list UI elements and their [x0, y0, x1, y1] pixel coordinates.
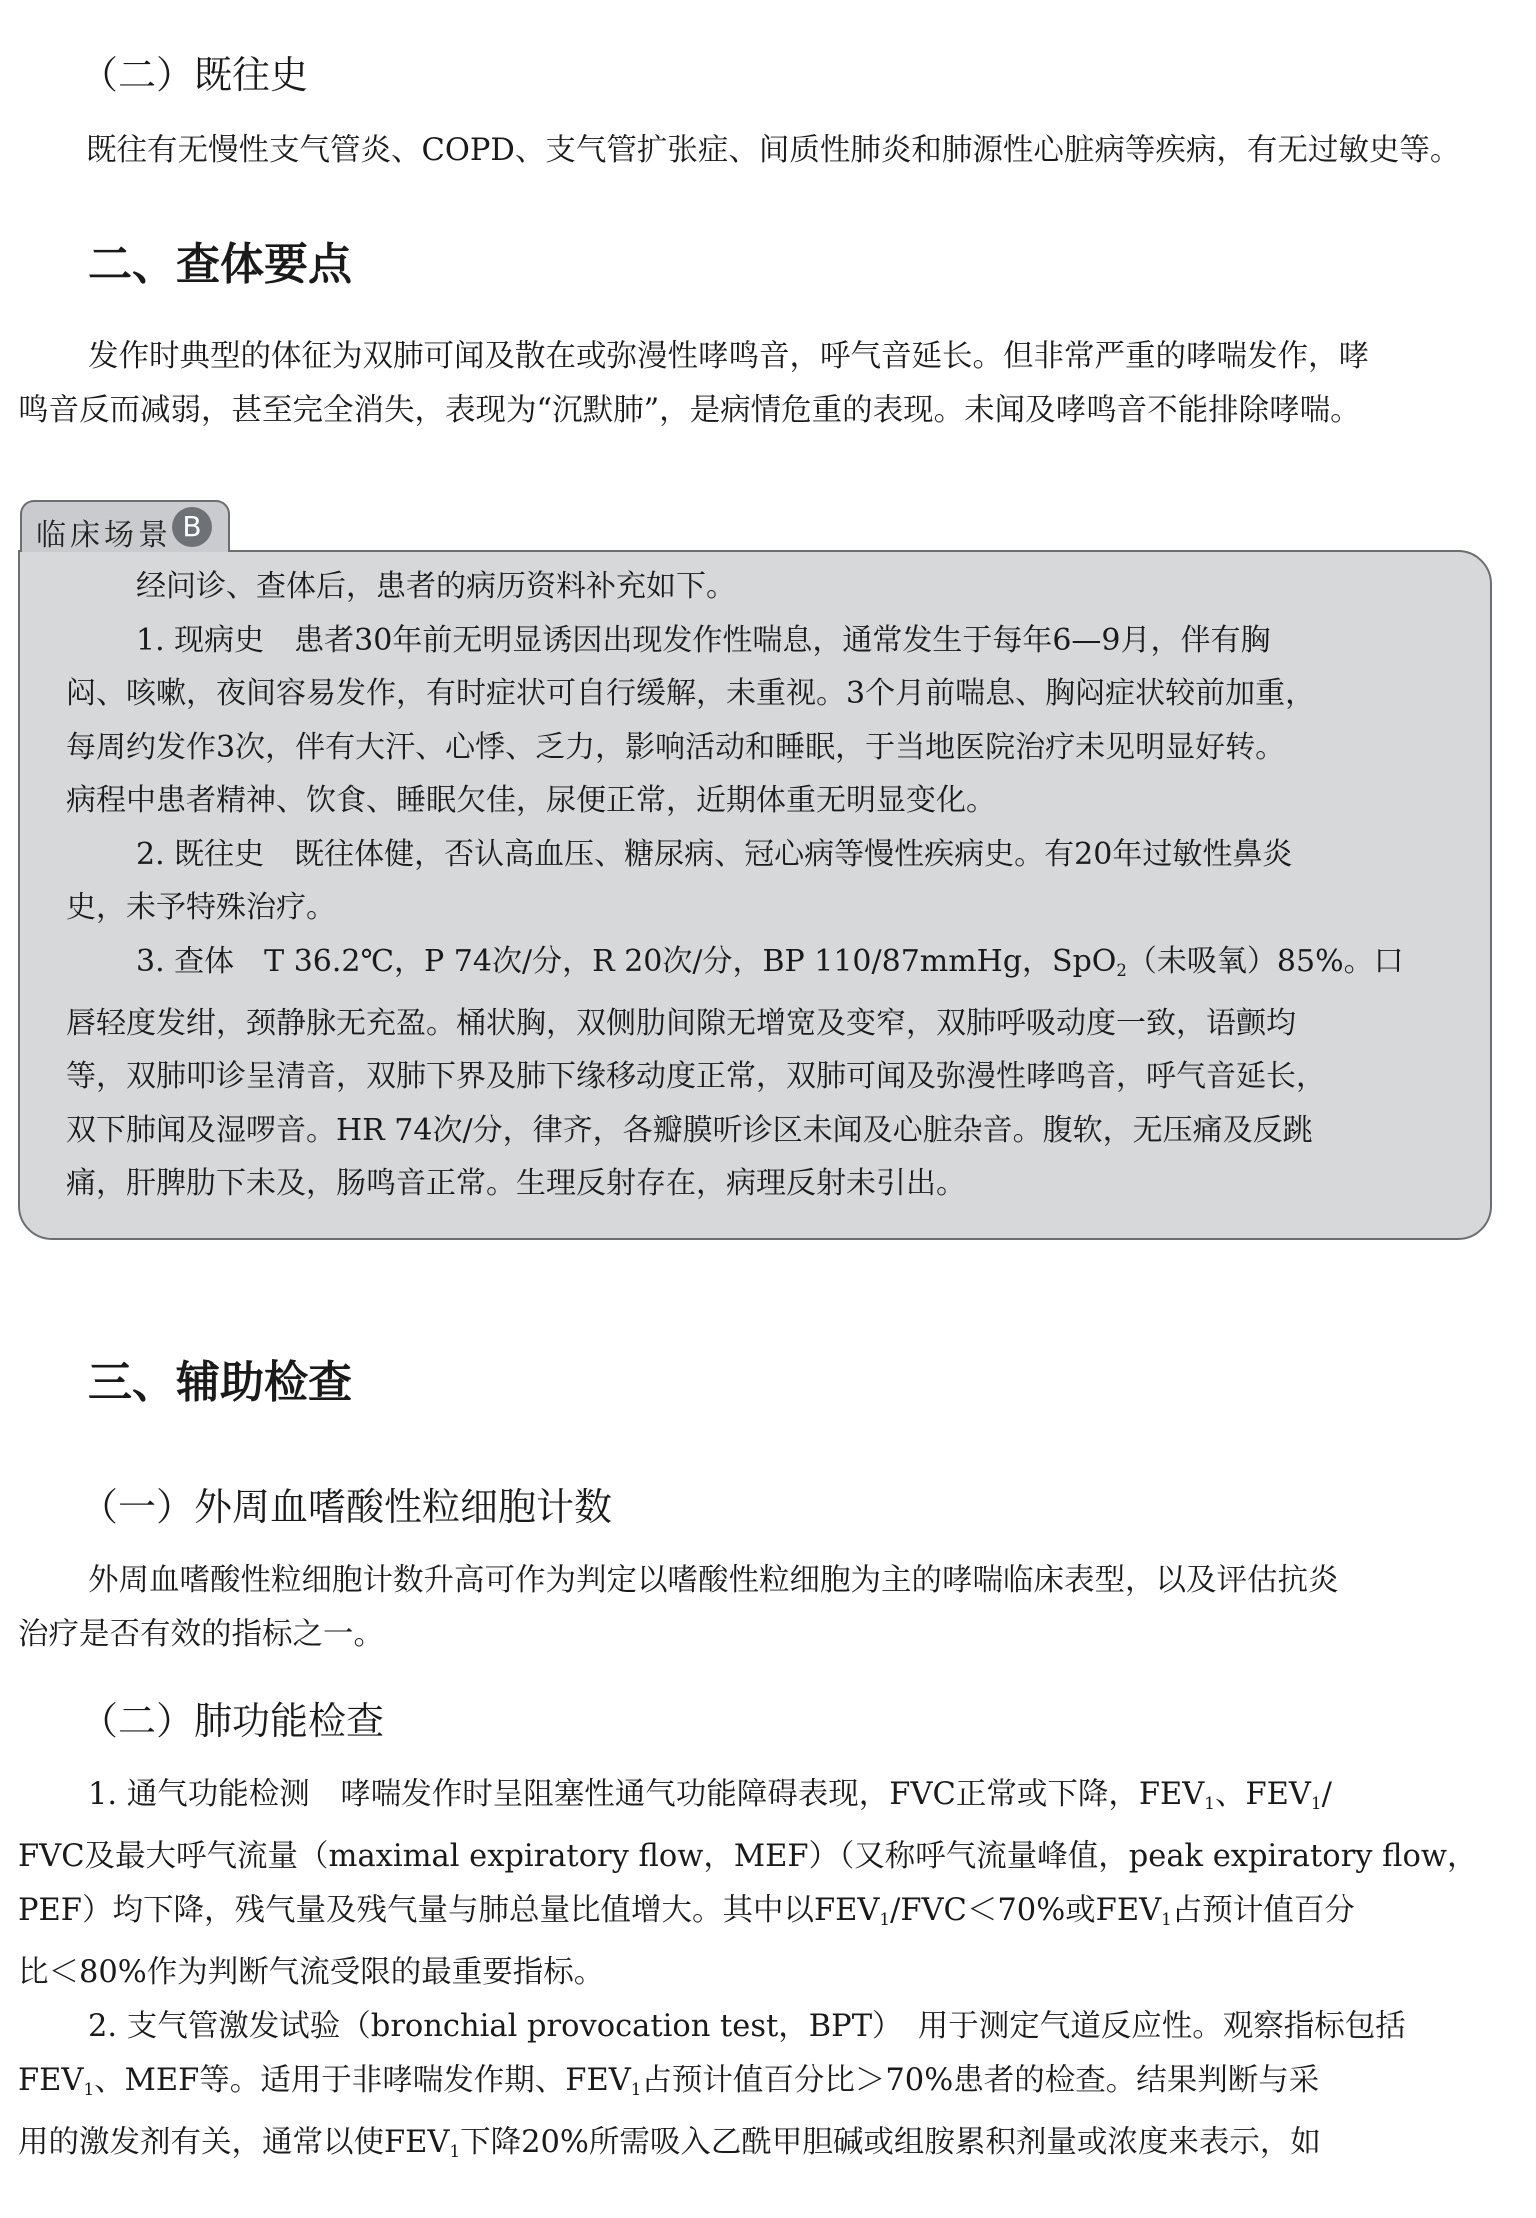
exam-section-heading: 二、查体要点 — [88, 239, 352, 290]
past-history-heading: （二）既往史 — [80, 53, 309, 97]
scenario-line: 痛，肝脾肋下未及，肠鸣音正常。生理反射存在，病理反射未引出。 — [66, 1166, 966, 1202]
text-run: 1. 通气功能检测 哮喘发作时呈阻塞性通气功能障碍表现，FVC正常或下降，FEV — [88, 1777, 1205, 1812]
eosinophil-paragraph — [18, 1554, 1494, 1662]
paragraph-line — [18, 2116, 1494, 2178]
scenario-line: 等，双肺叩诊呈清音，双肺下界及肺下缘移动度正常，双肺可闻及弥漫性哮鸣音，呼气音延长， — [66, 1059, 1326, 1095]
scenario-badge: B — [172, 507, 212, 547]
lung-function-heading: （二）肺功能检查 — [80, 1699, 385, 1743]
clinical-scenario-text — [66, 560, 1466, 1211]
subscript: 1 — [630, 2079, 642, 2100]
text-run: 、MEF等。适用于非哮喘发作期、FEV — [94, 2063, 631, 2099]
paragraph-line — [18, 1768, 1494, 1830]
scenario-exam-text: 3. 查体 T 36.2℃，P 74次/分，R 20次/分，BP 110/87mmHg，SpO — [136, 943, 1117, 979]
scenario-line: 唇轻度发绀，颈静脉无充盈。桶状胸，双侧肋间隙无增宽及变窄，双肺呼吸动度一致，语颤均 — [66, 1005, 1296, 1041]
clinical-scenario-label: 临床场景 — [36, 518, 172, 553]
text-run: PEF）均下降，残气量及残气量与肺总量比值增大。其中以FEV — [18, 1893, 880, 1929]
scenario-line: 闷、咳嗽，夜间容易发作，有时症状可自行缓解，未重视。3个月前喘息、胸闷症状较前加重， — [66, 676, 1316, 711]
scenario-line: 双下肺闻及湿啰音。HR 74次/分，律齐，各瓣膜听诊区未闻及心脏杂音。腹软，无压痛及反跳 — [66, 1112, 1313, 1148]
scenario-line: 每周约发作3次，伴有大汗、心悸、乏力，影响活动和睡眠，于当地医院治疗未见明显好转。 — [66, 729, 1286, 765]
exam-paragraph — [18, 330, 1494, 438]
paragraph-line: 鸣音反而减弱，甚至完全消失，表现为“沉默肺”，是病情危重的表现。未闻及哮鸣音不能排除哮喘。 — [18, 393, 1361, 428]
text-run: /FVC＜70%或FEV — [890, 1893, 1162, 1929]
paragraph-line: 治疗是否有效的指标之一。 — [18, 1617, 384, 1652]
scenario-intro: 经问诊、查体后，患者的病历资料补充如下。 — [136, 569, 736, 604]
subscript: 1 — [449, 2141, 461, 2162]
text-run: 占预计值百分 — [1171, 1893, 1355, 1929]
text-run: FEV — [18, 2063, 84, 2099]
scenario-line: 病程中患者精神、饮食、睡眠欠佳，尿便正常，近期体重无明显变化。 — [66, 783, 996, 818]
subscript: 1 — [879, 1909, 891, 1930]
paragraph-line: 2. 支气管激发试验（bronchial provocation test，BPT） 用于测定气道反应性。观察指标包括 — [88, 2009, 1406, 2045]
subscript: 1 — [1310, 1793, 1322, 1814]
paragraph-line: FVC及最大呼气流量（maximal expiratory flow，MEF）（又称呼气流量峰值，peak expiratory flow， — [18, 1839, 1478, 1875]
paragraph-line: 比＜80%作为判断气流受限的最重要指标。 — [18, 1955, 605, 1991]
text-run: 占预计值百分比＞70%患者的检查。结果判断与采 — [641, 2063, 1320, 2099]
text-run: 下降20%所需吸入乙酰甲胆碱或组胺累积剂量或浓度来表示，如 — [460, 2125, 1321, 2161]
scenario-line: 1. 现病史 患者30年前无明显诱因出现发作性喘息，通常发生于每年6—9月，伴有胸 — [136, 622, 1271, 658]
paragraph-line: 外周血嗜酸性粒细胞计数升高可作为判定以嗜酸性粒细胞为主的哮喘临床表型，以及评估抗炎 — [88, 1563, 1339, 1598]
paragraph-line: 既往有无慢性支气管炎、COPD、支气管扩张症、间质性肺炎和肺源性心脏病等疾病，有无过敏史等。 — [86, 133, 1461, 168]
scenario-line: 2. 既往史 既往体健，否认高血压、糖尿病、冠心病等慢性疾病史。有20年过敏性鼻炎 — [136, 836, 1293, 872]
subscript: 2 — [1116, 960, 1127, 980]
scenario-exam-text: （未吸氧）85%。口 — [1126, 943, 1404, 979]
eosinophil-heading: （一）外周血嗜酸性粒细胞计数 — [80, 1485, 613, 1529]
text-run: 、FEV — [1214, 1777, 1311, 1812]
paragraph-line — [18, 1884, 1494, 1946]
lung-function-paragraph — [18, 1768, 1494, 2178]
paragraph-line: 发作时典型的体征为双肺可闻及散在或弥漫性哮鸣音，呼气音延长。但非常严重的哮喘发作，哮 — [88, 339, 1369, 374]
subscript: 1 — [83, 2079, 95, 2100]
subscript: 1 — [1204, 1793, 1215, 1814]
text-run: 用的激发剂有关，通常以使FEV — [18, 2125, 450, 2161]
aux-section-heading: 三、辅助检查 — [88, 1357, 352, 1408]
text-run: / — [1321, 1777, 1332, 1812]
subscript: 1 — [1161, 1909, 1172, 1930]
scenario-exam-line — [66, 935, 1466, 997]
paragraph-line — [18, 2054, 1494, 2116]
past-history-paragraph — [86, 124, 1516, 178]
scenario-line: 史，未予特殊治疗。 — [66, 890, 336, 925]
